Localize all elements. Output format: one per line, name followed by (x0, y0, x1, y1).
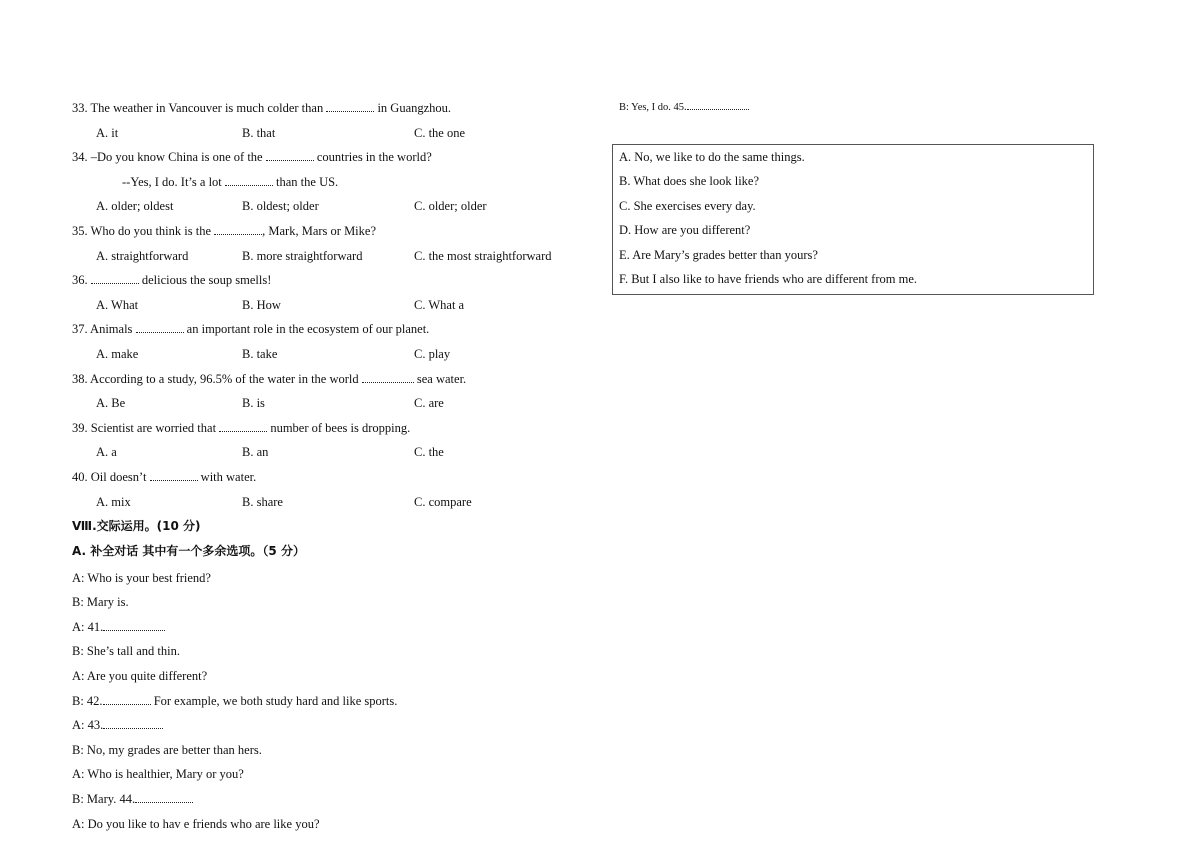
text: A: Are you quite different? (72, 669, 208, 684)
options-row (72, 394, 592, 419)
option-a: A. make (96, 346, 139, 361)
text: 35. Who do you think is the (72, 223, 215, 238)
text: , Mark, Mars or Mike? (262, 223, 377, 238)
option-b: B. an (242, 445, 269, 460)
answer-blank (266, 148, 314, 161)
options-row (72, 345, 592, 370)
text: than the US. (272, 174, 339, 189)
option-c: C. compare (414, 494, 472, 509)
options-row (72, 197, 592, 222)
question-37 (72, 320, 592, 345)
dialogue-line (72, 790, 592, 815)
text: A: 41. (72, 619, 104, 634)
question-40 (72, 468, 592, 493)
text: 36. (72, 273, 91, 288)
text: 37. Animals (72, 322, 136, 337)
choice-item: C. She exercises every day. (619, 198, 756, 213)
options-row (72, 296, 592, 321)
text: A: Do you like to hav e friends who are like you? (72, 816, 320, 831)
text: A: Who is healthier, Mary or you? (72, 767, 244, 782)
dialogue-line (72, 667, 592, 692)
option-a: A. mix (96, 494, 131, 509)
option-b: B. How (242, 297, 281, 312)
text: an important role in the ecosystem of our planet. (183, 322, 430, 337)
text: B: Yes, I do. 45. (619, 102, 687, 113)
option-a: A. older; oldest (96, 199, 174, 214)
option-c: C. play (414, 346, 451, 361)
dialogue-line (72, 692, 592, 717)
option-b: B. more straightforward (242, 248, 363, 263)
text: 39. Scientist are worried that (72, 420, 220, 435)
text: --Yes, I do. It’s a lot (122, 174, 225, 189)
answer-blank (136, 320, 184, 333)
dialogue-line (72, 618, 592, 643)
options-row (72, 124, 592, 149)
choice-item: B. What does she look like? (619, 174, 760, 189)
answer-blank (135, 790, 193, 803)
answer-blank (362, 370, 414, 383)
answer-blank (214, 222, 262, 235)
question-33 (72, 99, 592, 124)
option-c: C. the (414, 445, 444, 460)
choice-item: E. Are Mary’s grades better than yours? (619, 247, 818, 262)
answer-blank (150, 468, 198, 481)
text: 33. The weather in Vancouver is much colder than (72, 101, 327, 115)
answer-blank (687, 99, 749, 110)
text: with water. (197, 469, 257, 484)
choices-box (612, 144, 1094, 295)
option-a: A. What (96, 297, 139, 312)
answer-blank (103, 716, 163, 729)
option-a: A. straightforward (96, 248, 189, 263)
text: A: Who is your best friend? (72, 570, 211, 585)
text: sea water. (413, 371, 467, 386)
dialogue-line (72, 569, 592, 594)
text: 40. Oil doesn’t (72, 469, 150, 484)
choice-item: D. How are you different? (619, 223, 751, 238)
options-row (72, 493, 592, 518)
question-35 (72, 222, 592, 247)
text: number of bees is dropping. (267, 420, 411, 435)
option-c: C. the most straightforward (414, 248, 552, 263)
dialogue-line (72, 815, 592, 840)
dialogue-line (72, 741, 592, 766)
question-36 (72, 271, 592, 296)
text: B: 42. (72, 693, 103, 708)
question-34 (72, 148, 592, 173)
answer-blank (219, 419, 267, 432)
answer-blank (103, 692, 151, 705)
text: 34. –Do you know China is one of the (72, 150, 266, 165)
text: For example, we both study hard and like sports. (150, 693, 398, 708)
text: B: Mary is. (72, 595, 129, 610)
option-c: C. What a (414, 297, 465, 312)
option-c: C. older; older (414, 199, 487, 214)
options-row (72, 443, 592, 468)
part-heading: A. 补全对话 其中有一个多余选项。（5 分） (72, 543, 305, 558)
option-c: C. the one (414, 125, 466, 140)
text: countries in the world? (313, 150, 432, 165)
question-39 (72, 419, 592, 444)
section-heading: Ⅷ.交际运用。(10 分) (72, 519, 201, 534)
choice-item: A. No, we like to do the same things. (619, 150, 805, 164)
text: B: She’s tall and thin. (72, 644, 180, 659)
answer-blank (225, 173, 273, 186)
option-b: B. oldest; older (242, 199, 319, 214)
text: in Guangzhou. (374, 101, 452, 115)
answer-blank (103, 618, 165, 631)
text: 38. According to a study, 96.5% of the water in the world (72, 371, 362, 386)
question-34-reply (72, 173, 592, 198)
text: B: Mary. 44. (72, 792, 136, 807)
option-c: C. are (414, 396, 444, 411)
option-b: B. that (242, 125, 276, 140)
answer-blank (326, 99, 374, 112)
option-a: A. it (96, 125, 119, 140)
choice-item: F. But I also like to have friends who are different from me. (619, 271, 917, 286)
dialogue-line (72, 716, 592, 741)
options-row (72, 247, 592, 272)
text: A: 43. (72, 718, 104, 733)
dialogue-line (72, 765, 592, 790)
question-38 (72, 370, 592, 395)
dialogue-line-45 (619, 99, 749, 116)
left-column (72, 99, 592, 839)
text: delicious the soup smells! (138, 273, 272, 288)
answer-blank (91, 271, 139, 284)
option-a: A. a (96, 445, 117, 460)
dialogue-line (72, 642, 592, 667)
dialogue-line (72, 593, 592, 618)
option-b: B. share (242, 494, 283, 509)
option-b: B. take (242, 346, 278, 361)
option-a: A. Be (96, 396, 126, 411)
option-b: B. is (242, 396, 265, 411)
text: B: No, my grades are better than hers. (72, 742, 262, 757)
